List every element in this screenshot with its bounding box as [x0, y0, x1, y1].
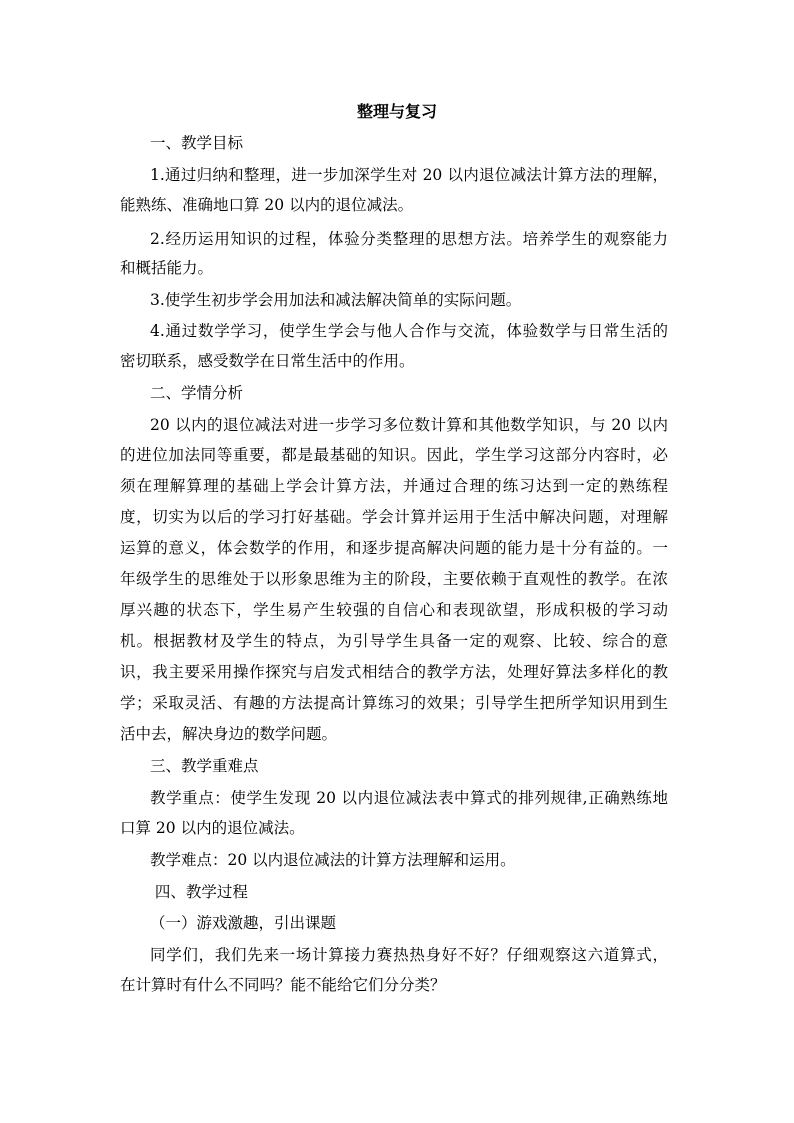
process-paragraph-line-1: 同学们，我们先来一场计算接力赛热热身好不好？仔细观察这六道算式， [150, 946, 668, 964]
analysis-line-6: 年级学生的思维处于以形象思维为主的阶段，主要依赖于直观性的教学。在浓 [120, 570, 668, 588]
analysis-line-4: 度，切实为以后的学习打好基础。学会计算并运用于生活中解决问题，对理解 [120, 508, 668, 526]
goal-item-1-line-1: 1.通过归纳和整理，进一步加深学生对 20 以内退位减法计算方法的理解， [150, 166, 668, 184]
analysis-line-10: 学；采取灵活、有趣的方法提高计算练习的效果；引导学生把所学知识用到生 [120, 694, 668, 712]
analysis-line-5: 运算的意义，体会数学的作用，和逐步提高解决问题的能力是十分有益的。一 [120, 539, 668, 557]
section-heading-goals: 一、教学目标 [150, 134, 244, 152]
analysis-line-7: 厚兴趣的状态下，学生易产生较强的自信心和表现欲望，形成积极的学习动 [120, 601, 668, 619]
document-title: 整理与复习 [356, 102, 437, 121]
section-heading-difficulty: 三、教学重难点 [150, 757, 259, 775]
analysis-line-11: 活中去，解决身边的数学问题。 [120, 725, 338, 743]
key-point-line-2: 口算 20 以内的退位减法。 [120, 819, 305, 837]
goal-item-2-line-1: 2.经历运用知识的过程，体验分类整理的思想方法。培养学生的观察能力 [150, 230, 668, 248]
key-point-line-1: 教学重点：使学生发现 20 以内退位减法表中算式的排列规律,正确熟练地 [150, 789, 668, 807]
process-sub-heading: （一）游戏激趣，引出课题 [150, 914, 337, 932]
section-heading-process: 四、教学过程 [150, 883, 248, 901]
goal-item-1-line-2: 能熟练、准确地口算 20 以内的退位减法。 [120, 196, 414, 214]
analysis-line-2: 的进位加法同等重要，都是最基础的知识。因此，学生学习这部分内容时，必 [120, 446, 668, 464]
goal-item-4-line-2: 密切联系，感受数学在日常生活中的作用。 [120, 352, 415, 370]
section-heading-analysis: 二、学情分析 [150, 384, 244, 402]
analysis-line-9: 识，我主要采用操作探究与启发式相结合的教学方法，处理好算法多样化的教 [120, 663, 668, 681]
process-paragraph-line-2: 在计算时有什么不同吗？能不能给它们分分类？ [120, 976, 446, 994]
goal-item-3-line-1: 3.使学生初步学会用加法和减法解决简单的实际问题。 [150, 291, 522, 309]
difficult-point-line-1: 教学难点：20 以内退位减法的计算方法理解和运用。 [150, 851, 516, 869]
analysis-line-1: 20 以内的退位减法对进一步学习多位数计算和其他数学知识，与 20 以内 [150, 416, 668, 434]
analysis-line-3: 须在理解算理的基础上学会计算方法，并通过合理的练习达到一定的熟练程 [120, 477, 668, 495]
analysis-line-8: 机。根据教材及学生的特点，为引导学生具备一定的观察、比较、综合的意 [120, 632, 668, 650]
goal-item-4-line-1: 4.通过数学学习，使学生学会与他人合作与交流，体验数学与日常生活的 [150, 322, 668, 340]
goal-item-2-line-2: 和概括能力。 [120, 259, 214, 277]
